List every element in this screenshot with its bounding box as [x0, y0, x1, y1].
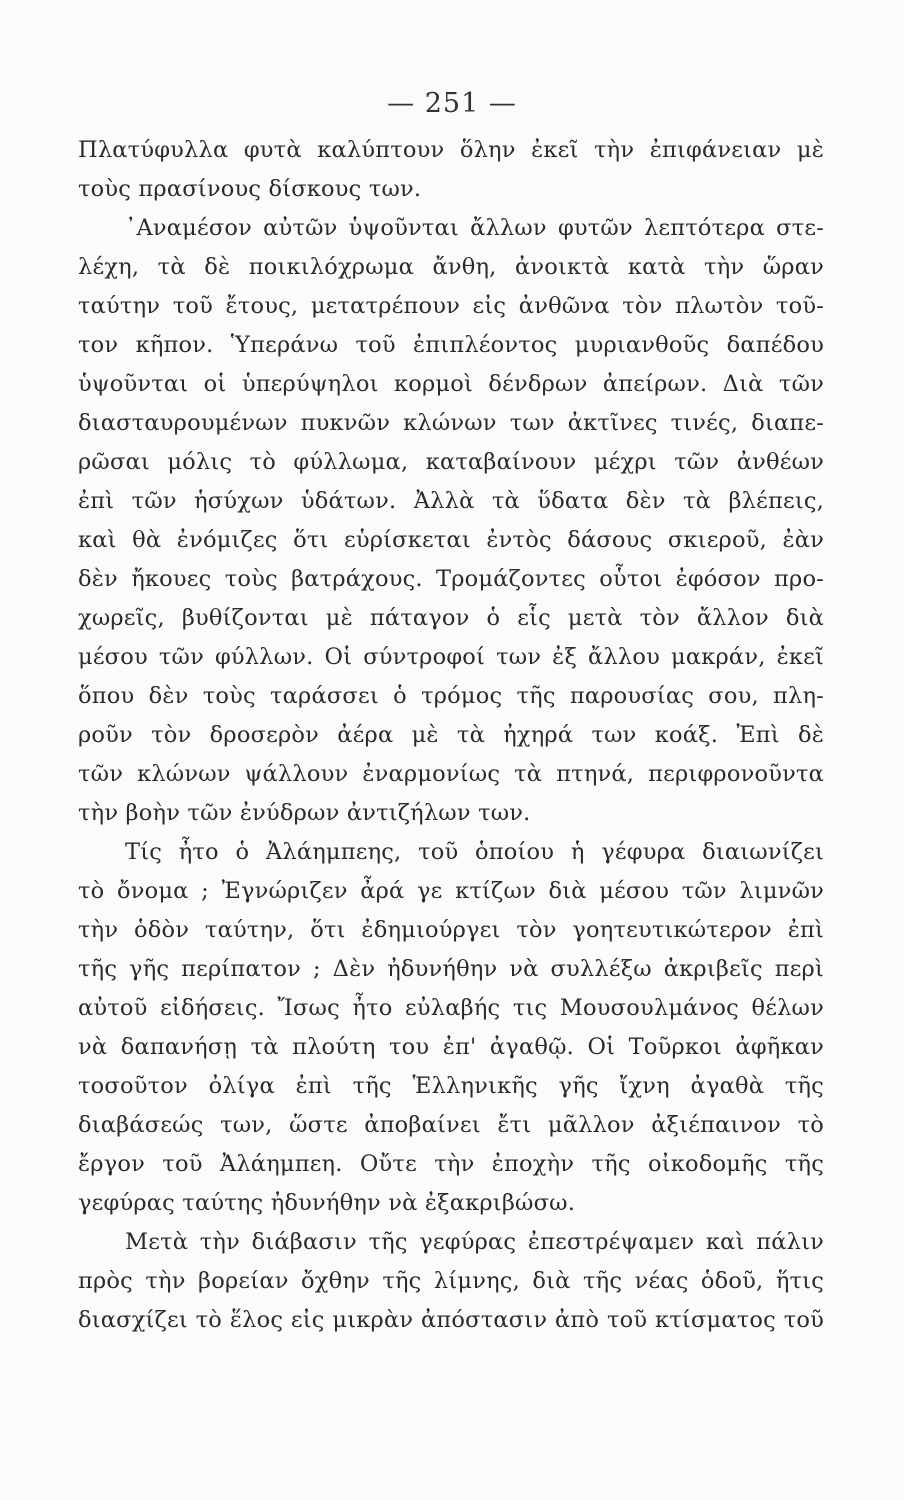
page-number: — 251 —	[387, 88, 517, 119]
text-line: ταύτην τοῦ ἔτους, μετατρέπουν εἰς ἀνθῶνα τὸν πλωτὸν τοῦ-	[78, 293, 824, 319]
text-line: τῆς γῆς περίπατον ; Δὲν ἠδυνήθην νὰ συλλέξω ἀκριβεῖς περὶ	[78, 956, 824, 982]
text-line: τοσοῦτον ὀλίγα ἐπὶ τῆς Ἑλληνικῆς γῆς ἴχνη ἀγαθὰ τῆς	[78, 1073, 824, 1099]
text-line: γεφύρας ταύτης ἠδυνήθην νὰ ἐξακριβώσω.	[78, 1190, 576, 1216]
text-line: αὐτοῦ εἰδήσεις. Ἴσως ἦτο εὐλαβής τις Μουσουλμάνος θέλων	[78, 995, 824, 1021]
text-line: διαβάσεώς των, ὥστε ἀποβαίνει ἔτι μᾶλλον ἀξιέπαινον τὸ	[78, 1112, 824, 1138]
text-line: ρῶσαι μόλις τὸ φύλλωμα, καταβαίνουν μέχρι τῶν ἀνθέων	[78, 449, 824, 475]
text-line: τοὺς πρασίνους δίσκους των.	[78, 176, 422, 202]
text-line: πρὸς τὴν βορείαν ὄχθην τῆς λίμνης, διὰ τῆς νέας ὁδοῦ, ἥτις	[78, 1268, 824, 1294]
text-line: νὰ δαπανήσῃ τὰ πλούτη του ἐπ' ἀγαθῷ. Οἱ Τοῦρκοι ἀφῆκαν	[78, 1034, 824, 1060]
text-line: ἐπὶ τῶν ἡσύχων ὑδάτων. Ἀλλὰ τὰ ὕδατα δὲν τὰ βλέπεις,	[78, 488, 824, 514]
text-line: δὲν ἤκουες τοὺς βατράχους. Τρομάζοντες οὗτοι ἐφόσον προ-	[78, 566, 824, 592]
text-line: τον κῆπον. Ὑπεράνω τοῦ ἐπιπλέοντος μυριανθοῦς δαπέδου	[78, 332, 824, 358]
text-line: τὴν βοὴν τῶν ἐνύδρων ἀντιζήλων των.	[78, 800, 531, 826]
text-line: λέχη, τὰ δὲ ποικιλόχρωμα ἄνθη, ἀνοικτὰ κατὰ τὴν ὥραν	[78, 254, 824, 280]
text-line: μέσου τῶν φύλλων. Οἱ σύντροφοί των ἐξ ἄλλου μακράν, ἐκεῖ	[78, 644, 824, 670]
text-line: τὸ ὄνομα ; Ἐγνώριζεν ἆρά γε κτίζων διὰ μέσου τῶν λιμνῶν	[78, 878, 824, 904]
text-line: τὴν ὁδὸν ταύτην, ὅτι ἐδημιούργει τὸν γοητευτικώτερον ἐπὶ	[78, 917, 824, 943]
text-line: χωρεῖς, βυθίζονται μὲ πάταγον ὁ εἷς μετὰ τὸν ἄλλον διὰ	[78, 605, 824, 631]
text-line: διασταυρουμένων πυκνῶν κλώνων των ἀκτῖνες τινές, διαπε-	[78, 410, 824, 436]
text-line: ροῦν τὸν δροσερὸν ἀέρα μὲ τὰ ἠχηρά των κοάξ. Ἐπὶ δὲ	[78, 722, 824, 748]
body-text	[78, 131, 824, 1340]
text-line: Τίς ἦτο ὁ Ἀλάημπεης, τοῦ ὁποίου ἡ γέφυρα διαιωνίζει	[125, 839, 824, 865]
text-line: Μετὰ τὴν διάβασιν τῆς γεφύρας ἐπεστρέψαμεν καὶ πάλιν	[125, 1229, 824, 1255]
text-line: διασχίζει τὸ ἕλος εἰς μικρὰν ἀπόστασιν ἀπὸ τοῦ κτίσματος τοῦ	[78, 1307, 824, 1333]
text-line: ὅπου δὲν τοὺς ταράσσει ὁ τρόμος τῆς παρουσίας σου, πλη-	[78, 683, 824, 709]
text-line: ὑψοῦνται οἱ ὑπερύψηλοι κορμοὶ δένδρων ἀπείρων. Διὰ τῶν	[78, 371, 824, 397]
text-line: καὶ θὰ ἐνόμιζες ὅτι εὑρίσκεται ἐντὸς δάσους σκιεροῦ, ἐὰν	[78, 527, 824, 553]
text-line: τῶν κλώνων ψάλλουν ἐναρμονίως τὰ πτηνά, περιφρονοῦντα	[78, 761, 824, 787]
text-line: ἔργον τοῦ Ἀλάημπεη. Οὔτε τὴν ἐποχὴν τῆς οἰκοδομῆς τῆς	[78, 1151, 824, 1177]
text-line: Πλατύφυλλα φυτὰ καλύπτουν ὅλην ἐκεῖ τὴν ἐπιφάνειαν μὲ	[78, 137, 824, 163]
text-line: ᾿Αναμέσον αὐτῶν ὑψοῦνται ἄλλων φυτῶν λεπτότερα στε-	[125, 215, 824, 241]
